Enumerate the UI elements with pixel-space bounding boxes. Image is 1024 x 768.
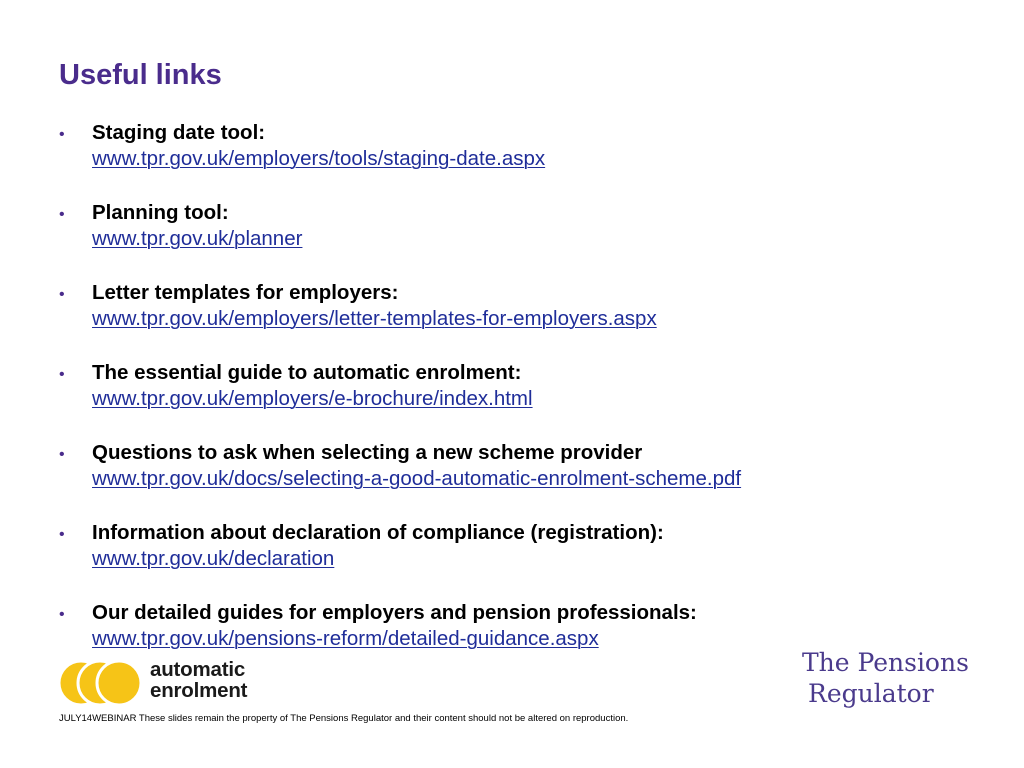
declaration-link[interactable]: www.tpr.gov.uk/declaration (92, 547, 335, 570)
link-heading: Planning tool: (92, 201, 229, 224)
list-item (59, 515, 979, 595)
staging-date-tool-link[interactable]: www.tpr.gov.uk/employers/tools/staging-date.aspx (92, 147, 546, 170)
bullet-icon: • (59, 206, 65, 223)
bullet-icon: • (59, 526, 65, 543)
logo-line-the-pensions: The Pensions (802, 648, 969, 677)
bullet-icon: • (59, 366, 65, 383)
planning-tool-link[interactable]: www.tpr.gov.uk/planner (92, 227, 303, 250)
automatic-enrolment-logo (57, 655, 267, 711)
link-heading: The essential guide to automatic enrolment: (92, 361, 522, 384)
pensions-regulator-logo (802, 647, 969, 709)
logo-line-regulator: Regulator (808, 679, 934, 708)
list-item (59, 275, 979, 355)
link-heading: Letter templates for employers: (92, 281, 399, 304)
bullet-icon: • (59, 286, 65, 303)
link-heading: Questions to ask when selecting a new scheme provider (92, 441, 643, 464)
yellow-circles-icon (57, 655, 149, 711)
link-heading: Information about declaration of compliance (registration): (92, 521, 664, 544)
detailed-guidance-link[interactable]: www.tpr.gov.uk/pensions-reform/detailed-guidance.aspx (92, 627, 599, 650)
list-item (59, 435, 979, 515)
link-heading: Our detailed guides for employers and pension professionals: (92, 601, 697, 624)
logo-word-enrolment: enrolment (150, 679, 248, 702)
list-item (59, 195, 979, 275)
bullet-icon: • (59, 606, 65, 623)
footer-note: JULY14WEBINAR These slides remain the property of The Pensions Regulator and their content should not be altered on reproduction. (59, 713, 629, 724)
letter-templates-link[interactable]: www.tpr.gov.uk/employers/letter-templates-for-employers.aspx (92, 307, 657, 330)
logo-word-automatic: automatic (150, 658, 246, 681)
scheme-provider-questions-link[interactable]: www.tpr.gov.uk/docs/selecting-a-good-automatic-enrolment-scheme.pdf (92, 467, 742, 490)
link-heading: Staging date tool: (92, 121, 266, 144)
list-item (59, 355, 979, 435)
slide-title: Useful links (59, 59, 222, 91)
essential-guide-link[interactable]: www.tpr.gov.uk/employers/e-brochure/index.html (92, 387, 533, 410)
bullet-icon: • (59, 446, 65, 463)
useful-links-list (59, 115, 979, 675)
list-item (59, 115, 979, 195)
bullet-icon: • (59, 126, 65, 143)
